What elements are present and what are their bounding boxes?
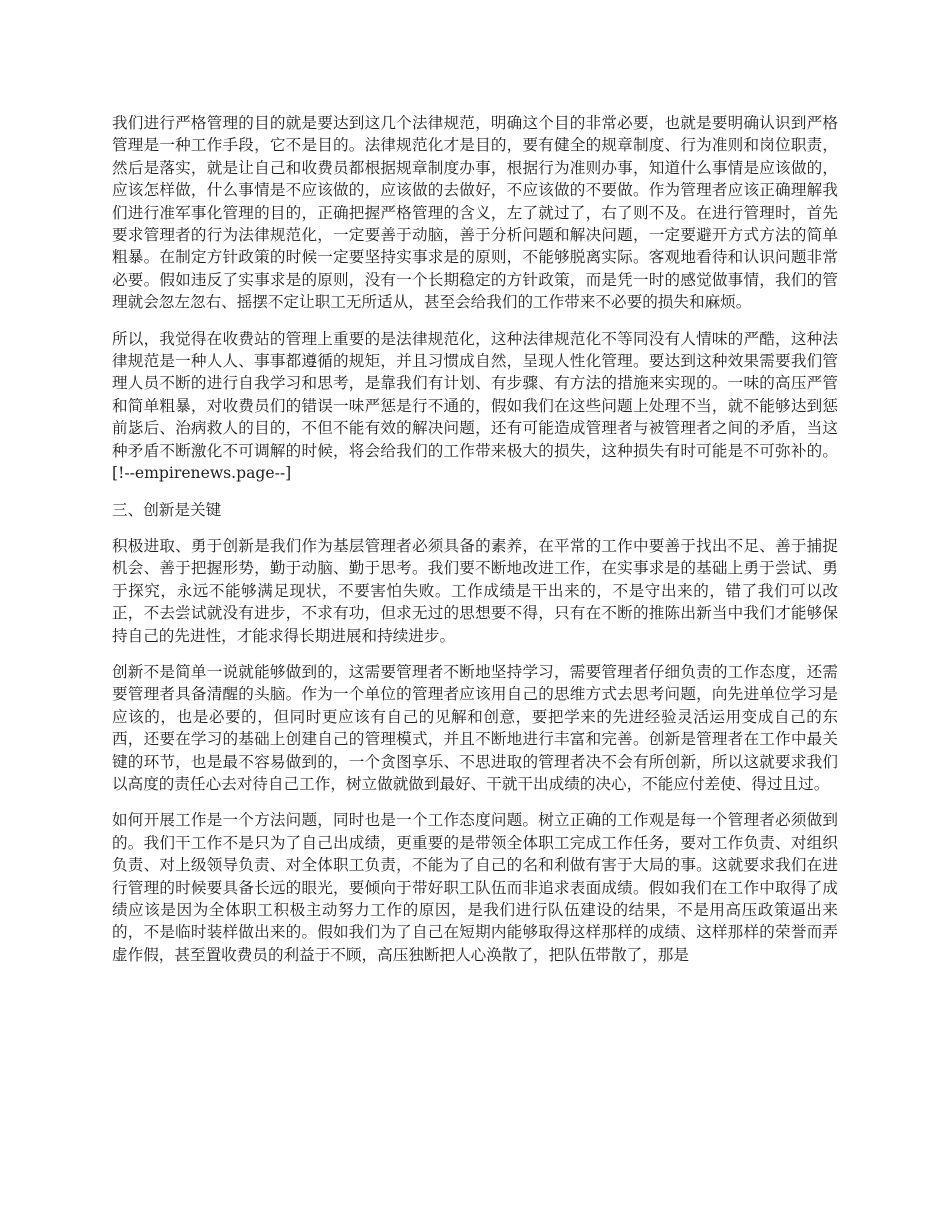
section-heading-innovation: 三、创新是关键	[112, 500, 222, 519]
paragraph-innovation-learning: 创新不是简单一说就能够做到的，这需要管理者不断地坚持学习，需要管理者仔细负责的工作态度，还需要管理者具备清醒的头脑。作为一个单位的管理者应该用自己的思维方式去思考问题，向先进单位学习是应该的，也是必要的，但同时更应该有自己的见解和创意，要把学来的先进经验灵活运用变成自己的东西，还要在学习的基础上创建自己的管理模式，并且不断地进行丰富和完善。创新是管理者在工作中最关键的环节，也是最不容易做到的，一个贪图享乐、不思进取的管理者决不会有所创新，所以这就要求我们以高度的责任心去对待自己工作，树立做就做到最好、干就干出成绩的决心，不能应付差使、得过且过。	[112, 662, 838, 793]
paragraph-work-attitude: 如何开展工作是一个方法问题，同时也是一个工作态度问题。树立正确的工作观是每一个管理者必须做到的。我们干工作不是只为了自己出成绩，更重要的是带领全体职工完成工作任务，要对工作负责、对组织负责、对上级领导负责、对全体职工负责，不能为了自己的名和利做有害于大局的事。这就要求我们在进行管理的时候要具备长远的眼光，要倾向于带好职工队伍而非追求表面成绩。假如我们在工作中取得了成绩应该是因为全体职工积极主动努力工作的原因，是我们进行队伍建设的结果，不是用高压政策逼出来的，不是临时装样做出来的。假如我们为了自己在短期内能够取得这样那样的成绩、这样那样的荣誉而弄虚作假，甚至置收费员的利益于不顾，高压独断把人心涣散了，把队伍带散了，那是	[112, 811, 838, 964]
paragraph-innovation-quality: 积极进取、勇于创新是我们作为基层管理者必须具备的素养，在平常的工作中要善于找出不足、善于捕捉机会、善于把握形势，勤于动脑、勤于思考。我们要不断地改进工作，在实事求是的基础上勇于尝试、勇于探究，永远不能够满足现状，不要害怕失败。工作成绩是干出来的，不是守出来的，错了我们可以改正，不去尝试就没有进步，不求有功，但求无过的思想要不得，只有在不断的推陈出新当中我们才能够保持自己的先进性，才能求得长期进展和持续进步。	[112, 536, 838, 645]
paragraph-legal-standardization: 所以，我觉得在收费站的管理上重要的是法律规范化，这种法律规范化不等同没有人情味的严酷，这种法律规范是一种人人、事事都遵循的规矩，并且习惯成自然，呈现人性化管理。要达到这种效果需要我们管理人员不断的进行自我学习和思考，是靠我们有计划、有步骤、有方法的措施来实现的。一味的高压严管和简单粗暴，对收费员们的错误一味严惩是行不通的，假如我们在这些问题上处理不当，就不能够达到惩前毖后、治病救人的目的，不但不能有效的解决问题，还有可能造成管理者与被管理者之间的矛盾，当这种矛盾不断激化不可调解的时候，将会给我们的工作带来极大的损失，这种损失有时可能是不可弥补的。[!--empirenews.page--]	[112, 329, 838, 483]
paragraph-strict-management: 我们进行严格管理的目的就是要达到这几个法律规范，明确这个目的非常必要，也就是要明确认识到严格管理是一种工作手段，它不是目的。法律规范化才是目的，要有健全的规章制度、行为准则和岗位职责，然后是落实，就是让自己和收费员都根据规章制度办事，根据行为准则办事，知道什么事情是应该做的，应该怎样做，什么事情是不应该做的，应该做的去做好，不应该做的不要做。作为管理者应该正确理解我们进行准军事化管理的目的，正确把握严格管理的含义，左了就过了，右了则不及。在进行管理时，首先要求管理者的行为法律规范化，一定要善于动脑，善于分析问题和解决问题，一定要避开方式方法的简单粗暴。在制定方针政策的时候一定要坚持实事求是的原则，不能够脱离实际。客观地看待和认识问题非常必要。假如违反了实事求是的原则，没有一个长期稳定的方针政策，而是凭一时的感觉做事情，我们的管理就会忽左忽右、摇摆不定让职工无所适从，甚至会给我们的工作带来不必要的损失和麻烦。	[112, 114, 838, 312]
document-page	[112, 112, 838, 980]
